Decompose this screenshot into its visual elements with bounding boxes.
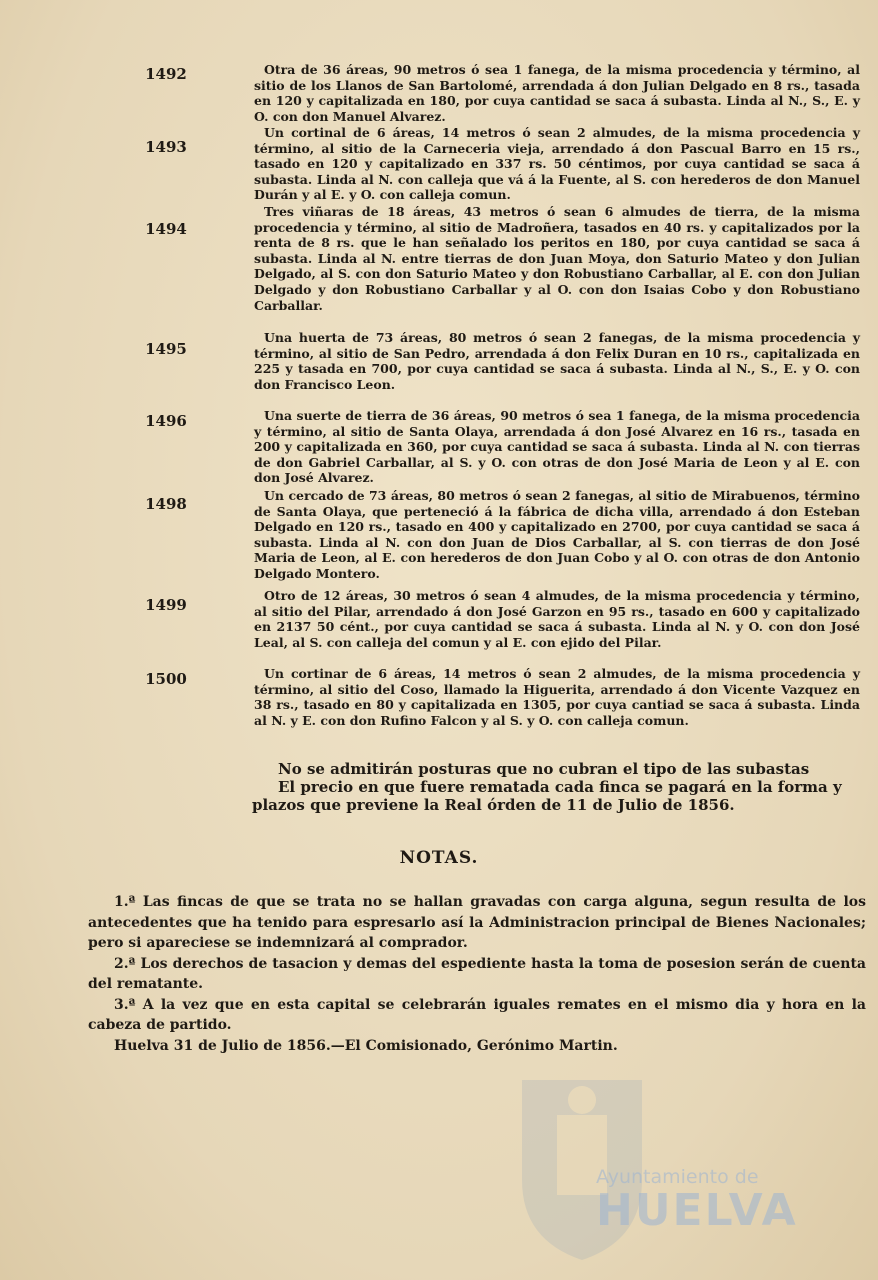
entry-number: 1493 <box>145 138 187 156</box>
note-item: 3.ª A la vez que en esta capital se celebrarán iguales remates en el mismo dia y hora en la cabeza de partido. <box>88 996 866 1033</box>
note-item: 2.ª Los derechos de tasacion y demas del espediente hasta la toma de posesion serán de cuenta del rematante. <box>88 955 866 992</box>
notes-section <box>88 892 866 1056</box>
watermark-text <box>596 1166 798 1236</box>
entry-text: Tres viñaras de 18 áreas, 43 metros ó sean 6 almudes de tierra, de la misma procedencia y término, al sitio de Madroñera, tasados en 40 rs. y capitalizados por la renta de 8 rs. que le han señalado los peritos en 180, por cuya cantidad se saca á subasta. Linda al N. entre tierras de don Juan Moya, don Saturio Mateo y don Julian Delgado, al S. con don Saturio Mateo y don Robustiano Carballar, al E. con don Julian Delgado y don Robustiano Carballar y al O. con don Isaias Cobo y don Robustiano Carballar. <box>254 204 860 313</box>
watermark-line-2: HUELVA <box>596 1185 798 1236</box>
entry-number: 1492 <box>145 65 187 83</box>
entry-text: Otro de 12 áreas, 30 metros ó sean 4 almudes, de la misma procedencia y término, al sitio del Pilar, arrendado á don José Garzon en 95 rs., tasado en 600 y capitalizado en 2137 50 cént., por cuya cantidad se saca á subasta. Linda al N. y O. con don José Leal, al S. con calleja del comun y al E. con ejido del Pilar. <box>254 588 860 650</box>
entry-text: Un cortinal de 6 áreas, 14 metros ó sean 2 almudes, de la misma procedencia y término, al sitio de la Carneceria vieja, arrendado á don Pascual Barro en 15 rs., tasado en 120 y capitalizado en 337 rs. 50 céntimos, por cuya cantidad se saca á subasta. Linda al N. con calleja que vá á la Fuente, al S. con herederos de don Manuel Durán y al E. y O. con calleja comun. <box>254 125 860 203</box>
entry-number: 1494 <box>145 220 187 238</box>
entry-text: Otra de 36 áreas, 90 metros ó sea 1 fanega, de la misma procedencia y término, al sitio de los Llanos de San Bartolomé, arrendada á don Julian Delgado en 8 rs., tasada en 120 y capitalizada en 180, por cuya cantidad se saca á subasta. Linda al N., S., E. y O. con don Manuel Alvarez. <box>254 62 860 124</box>
note-item: 1.ª Las fincas de que se trata no se hallan gravadas con carga alguna, segun resulta de los antecedentes que ha tenido para espresarlo así la Administracion principal de Bienes Nacionales; pero si apareciese se indemnizará al comprador. <box>88 894 866 951</box>
entry-text: Un cortinar de 6 áreas, 14 metros ó sean 2 almudes, de la misma procedencia y término, al sitio del Coso, llamado la Higuerita, arrendado á don Vicente Vazquez en 38 rs., tasado en 80 y capitalizada en 1305, por cuya cantiad se saca á subasta. Linda al N. y E. con don Rufino Falcon y al S. y O. con calleja comun. <box>254 666 860 728</box>
watermark-line-1: Ayuntamiento de <box>596 1166 759 1188</box>
condition-line: No se admitirán posturas que no cubran el tipo de las subastas <box>278 760 810 778</box>
signature-line: Huelva 31 de Julio de 1856.—El Comisionado, Gerónimo Martin. <box>114 1037 618 1054</box>
notes-title: NOTAS. <box>399 848 479 868</box>
coat-of-arms-watermark-icon <box>462 1060 702 1270</box>
entry-number: 1495 <box>145 340 187 358</box>
entry-number: 1498 <box>145 495 187 513</box>
entry-number: 1496 <box>145 412 187 430</box>
entry-number: 1500 <box>145 670 187 688</box>
entry-text: Una huerta de 73 áreas, 80 metros ó sean 2 fanegas, de la misma procedencia y término, al sitio de San Pedro, arrendada á don Felix Duran en 10 rs., capitalizada en 225 y tasada en 700, por cuya cantidad se saca á subasta. Linda al N., S., E. y O. con don Francisco Leon. <box>254 330 860 392</box>
entry-number: 1499 <box>145 596 187 614</box>
condition-line: El precio en que fuere rematada cada finca se pagará en la forma y plazos que previene la Real órden de 11 de Julio de 1856. <box>252 778 842 814</box>
entry-text: Un cercado de 73 áreas, 80 metros ó sean 2 fanegas, al sitio de Mirabuenos, término de Santa Olaya, que perteneció á la fábrica de dicha villa, arrendado á don Esteban Delgado en 120 rs., tasado en 400 y capitalizado en 2700, por cuya cantidad se saca á subasta. Linda al N. con don Juan de Dios Carballar, al S. con tierras de don José Maria de Leon, al E. con herederos de don Juan Cobo y al O. con otras de don Antonio Delgado Montero. <box>254 488 860 581</box>
entry-text: Una suerte de tierra de 36 áreas, 90 metros ó sea 1 fanega, de la misma procedencia y término, al sitio de Santa Olaya, arrendada á don José Alvarez en 16 rs., tasada en 200 y capitalizada en 360, por cuya cantidad se saca á subasta. Linda al N. con tierras de don Gabriel Carballar, al S. y O. con otras de don José Maria de Leon y al E. con don José Alvarez. <box>254 408 860 486</box>
auction-conditions <box>252 760 858 814</box>
